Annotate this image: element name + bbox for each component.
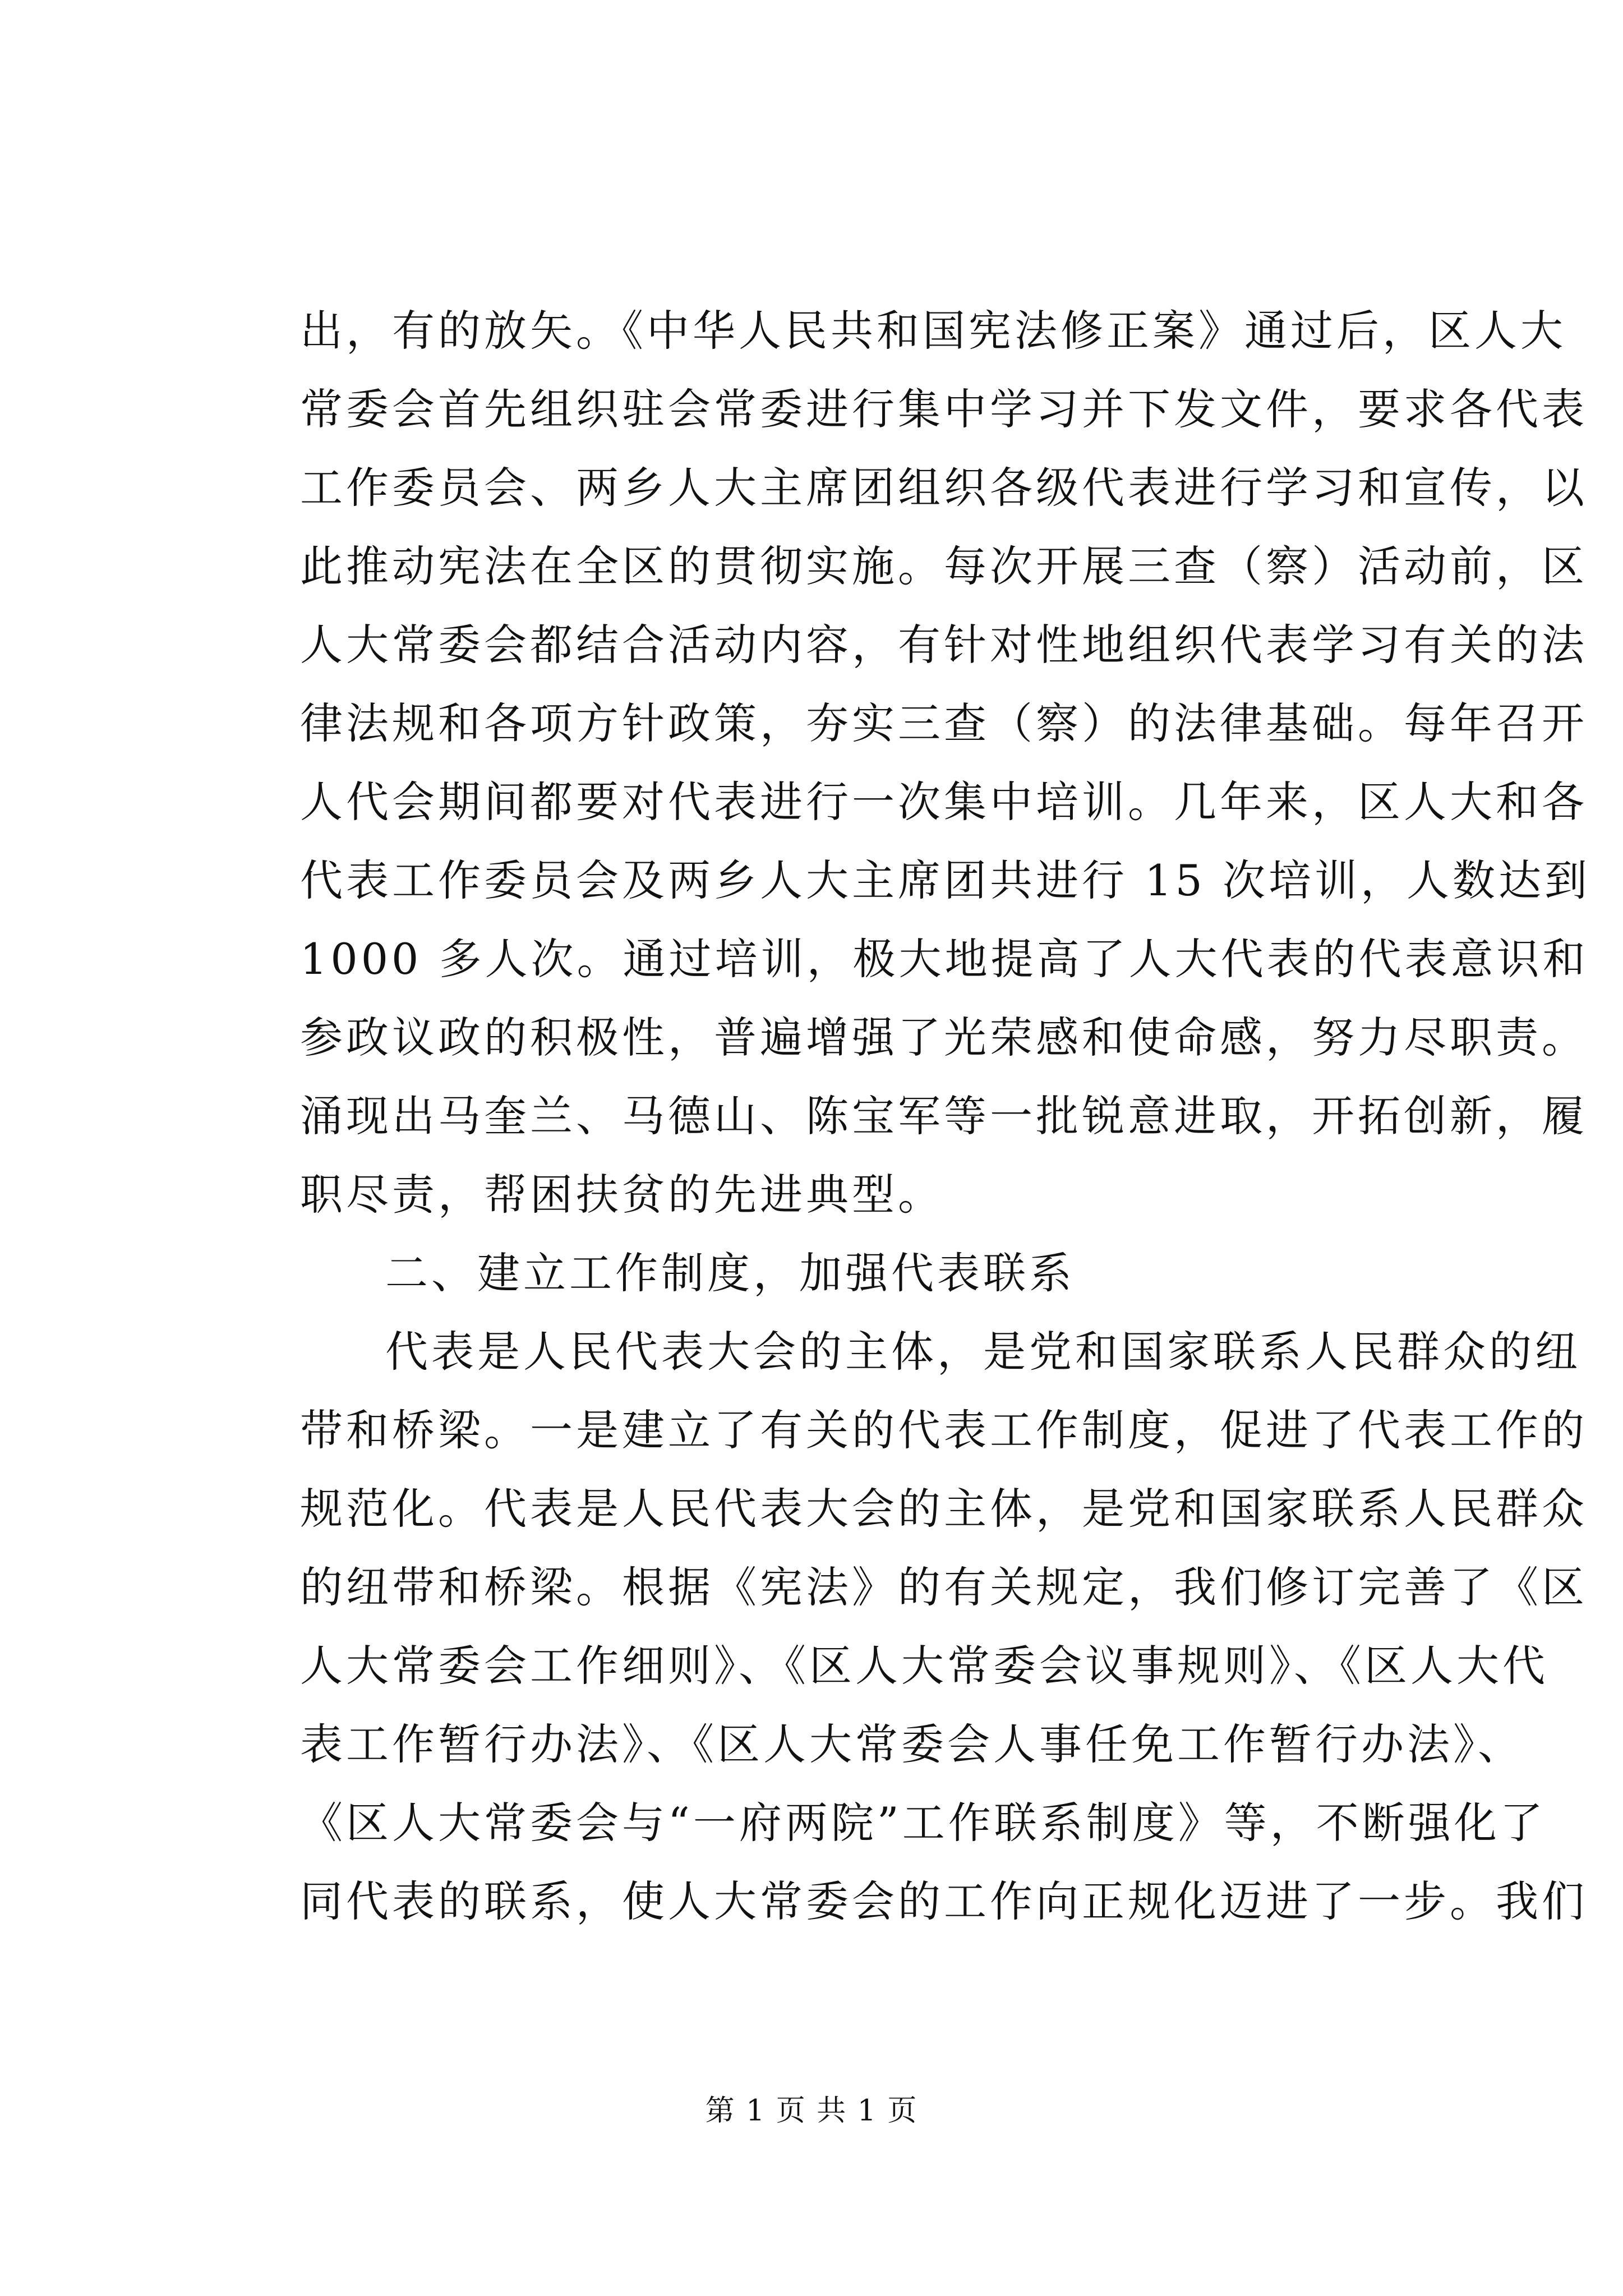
text-line: 常委会首先组织驻会常委进行集中学习并下发文件，要求各代表 <box>300 384 1588 434</box>
text-line: 此推动宪法在全区的贯彻实施。每次开展三查（察）活动前，区 <box>300 541 1588 591</box>
text-line: 人大常委会工作细则》、《区人大常委会议事规则》、《区人大代 <box>300 1641 1548 1691</box>
text-line: 人代会期间都要对代表进行一次集中培训。几年来，区人大和各 <box>300 777 1588 827</box>
text-line: 同代表的联系，使人大常委会的工作向正规化迈进了一步。我们 <box>300 1876 1588 1926</box>
text-line: 代表是人民代表大会的主体，是党和国家联系人民群众的纽 <box>385 1327 1581 1377</box>
text-line: 规范化。代表是人民代表大会的主体，是党和国家联系人民群众 <box>300 1484 1588 1534</box>
text-line: 职尽责，帮困扶贫的先进典型。 <box>300 1170 944 1220</box>
text-line: 涌现出马奎兰、马德山、陈宝军等一批锐意进取，开拓创新，履 <box>300 1091 1588 1141</box>
section-heading: 二、建立工作制度，加强代表联系 <box>385 1248 1075 1298</box>
document-body <box>300 292 1591 1941</box>
text-line: 出，有的放矢。《中华人民共和国宪法修正案》通过后，区人大 <box>300 306 1566 356</box>
text-line: 人大常委会都结合活动内容，有针对性地组织代表学习有关的法 <box>300 620 1588 670</box>
page-number-footer: 第 1 页 共 1 页 <box>705 2094 918 2128</box>
text-line: 代表工作委员会及两乡人大主席团共进行 15 次培训，人数达到 <box>300 855 1591 905</box>
text-line: 表工作暂行办法》、《区人大常委会人事任免工作暂行办法》、 <box>300 1719 1524 1769</box>
text-line: 工作委员会、两乡人大主席团组织各级代表进行学习和宣传，以 <box>300 463 1588 513</box>
text-line: 律法规和各项方针政策，夯实三查（察）的法律基础。每年召开 <box>300 698 1588 748</box>
text-line: 《区人大常委会与“一府两院”工作联系制度》等，不断强化了 <box>300 1798 1546 1848</box>
text-line: 的纽带和桥梁。根据《宪法》的有关规定，我们修订完善了《区 <box>300 1562 1588 1612</box>
text-line: 带和桥梁。一是建立了有关的代表工作制度，促进了代表工作的 <box>300 1405 1588 1455</box>
text-line: 参政议政的积极性，普遍增强了光荣感和使命感，努力尽职责。 <box>300 1013 1588 1062</box>
text-line: 1000 多人次。通过培训，极大地提高了人大代表的代表意识和 <box>300 934 1589 984</box>
